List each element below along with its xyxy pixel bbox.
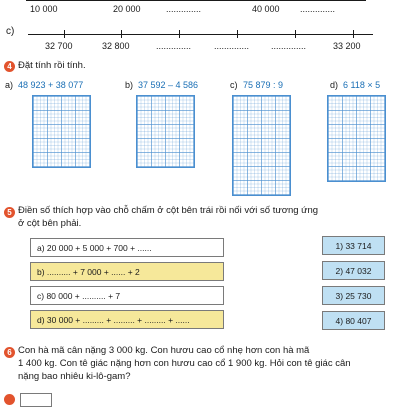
item-expression: 37 592 – 4 586 — [138, 80, 199, 90]
left-expression-row[interactable]: b) .......... + 7 000 + ...... + 2 — [30, 262, 224, 281]
left-expression-row[interactable]: a) 20 000 + 5 000 + 700 + ...... — [30, 238, 224, 257]
number-line-c-label: .............. — [214, 41, 250, 51]
number-line-c-label: .............. — [156, 41, 192, 51]
question-text-line-2: 1 400 kg. Con tê giác nặng hơn con hươu cao cổ 1 900 kg. Hỏi con tê giác cân — [18, 358, 351, 369]
question-title-line-2: ở cột bên phải. — [18, 218, 82, 229]
right-answer-box[interactable]: 2) 47 032 — [322, 261, 385, 280]
number-line-c-label: .............. — [271, 41, 307, 51]
number-line-c-label: 32 700 — [45, 41, 73, 51]
item-expression: 48 923 + 38 077 — [18, 80, 84, 90]
calculation-grid-a[interactable] — [32, 95, 91, 168]
question-title: Đặt tính rồi tính. — [18, 60, 86, 71]
answer-box-partial[interactable] — [20, 393, 52, 407]
right-answer-box[interactable]: 1) 33 714 — [322, 236, 385, 255]
number-line-tick — [295, 30, 296, 38]
number-line-c-label: 33 200 — [333, 41, 361, 51]
item-expression: 75 879 : 9 — [243, 80, 284, 90]
number-line-top-label: .............. — [166, 4, 202, 14]
question-title-line-1: Điền số thích hợp vào chỗ chấm ở cột bên trái rồi nối với số tương ứng — [18, 205, 319, 216]
item-letter: a) — [5, 80, 14, 90]
question-number: 4 — [4, 61, 15, 72]
item-expression: 6 118 × 5 — [343, 80, 381, 90]
right-answer-box[interactable]: 4) 80 407 — [322, 311, 385, 330]
question-text-line-1: Con hà mã cân nặng 3 000 kg. Con hươu cao cổ nhẹ hơn con hà mã — [18, 345, 310, 356]
number-line-top-label: 10 000 — [30, 4, 58, 14]
calculation-grid-b[interactable] — [136, 95, 195, 168]
left-expression-row[interactable]: c) 80 000 + .......... + 7 — [30, 286, 224, 305]
number-line-tick — [237, 30, 238, 38]
right-answer-box[interactable]: 3) 25 730 — [322, 286, 385, 305]
number-line-tick — [353, 30, 354, 38]
number-line-top-label: 20 000 — [113, 4, 141, 14]
item-letter: c) — [230, 80, 238, 90]
question-number: 6 — [4, 347, 15, 358]
calculation-grid-c[interactable] — [232, 95, 291, 196]
item-letter: d) — [330, 80, 339, 90]
number-line-c-axis — [28, 34, 373, 35]
item-letter: c) — [6, 26, 15, 37]
calculation-grid-d[interactable] — [327, 95, 386, 182]
number-line-tick — [121, 30, 122, 38]
number-line-tick — [64, 30, 65, 38]
question-number: 5 — [4, 207, 15, 218]
number-line-top-axis — [26, 0, 366, 1]
number-line-c-label: 32 800 — [102, 41, 130, 51]
number-line-top-label: .............. — [300, 4, 336, 14]
left-expression-row[interactable]: d) 30 000 + ......... + ......... + ......... + ...... — [30, 310, 224, 329]
number-line-tick — [179, 30, 180, 38]
item-letter: b) — [125, 80, 134, 90]
number-line-top-label: 40 000 — [252, 4, 280, 14]
question-text-line-3: nặng bao nhiêu ki-lô-gam? — [18, 371, 131, 382]
